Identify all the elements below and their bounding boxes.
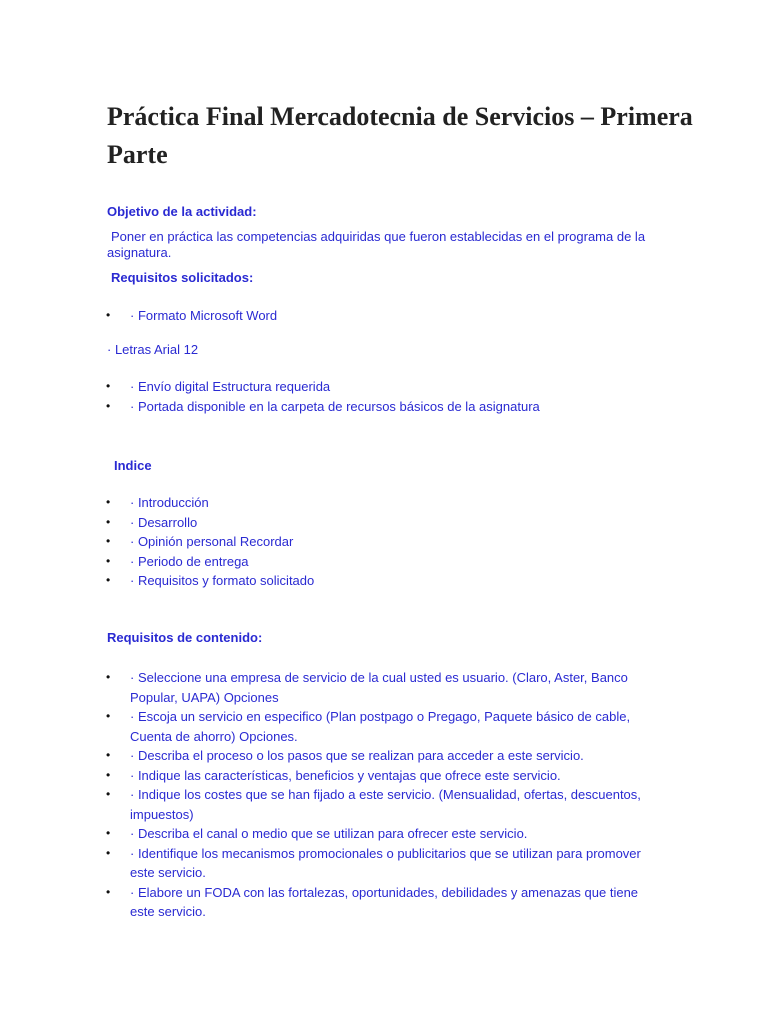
bullet-icon: •	[106, 573, 111, 587]
list-item-text: · Describa el proceso o los pasos que se realizan para acceder a este servicio.	[130, 748, 584, 763]
list-item-text: · Introducción	[130, 495, 209, 510]
list-item	[0, 397, 660, 417]
list-item-text: · Seleccione una empresa de servicio de la cual usted es usuario. (Claro, Aster, Banco Popular, UAPA) Opciones	[130, 670, 628, 705]
bullet-icon: •	[106, 514, 111, 529]
list-item-text: · Formato Microsoft Word	[130, 308, 278, 323]
list-item-text: · Envío digital Estructura requerida	[130, 379, 331, 394]
objetivo-label: Objetivo de la actividad:	[107, 204, 257, 219]
bullet-icon: •	[106, 787, 111, 801]
list-item	[0, 844, 660, 883]
bullet-icon: •	[106, 308, 111, 322]
requisitos-list-1	[0, 306, 768, 326]
bullet-icon: •	[106, 826, 111, 840]
bullet-icon: •	[106, 398, 111, 413]
list-item-text: · Periodo de entrega	[130, 553, 249, 569]
bullet-icon: •	[106, 709, 111, 723]
bullet-icon: •	[106, 845, 111, 860]
objetivo-text: Poner en práctica las competencias adquiridas que fueron establecidas en el programa de la asignatura.	[107, 229, 646, 260]
list-item	[0, 532, 660, 552]
list-item	[0, 513, 660, 533]
list-item	[0, 377, 660, 397]
requisitos-list-2	[0, 377, 768, 416]
list-item	[0, 668, 660, 707]
bullet-icon: •	[106, 553, 111, 568]
list-item-text: · Identifique los mecanismos promocionales o publicitarios que se utilizan para promover este servicio.	[130, 845, 641, 880]
list-item	[0, 571, 660, 591]
list-item-text: · Indique las características, beneficios y ventajas que ofrece este servicio.	[130, 767, 561, 783]
bullet-icon: •	[106, 884, 111, 899]
list-item	[0, 707, 660, 746]
list-item-text: · Requisitos y formato solicitado	[130, 573, 315, 588]
list-item-text: · Desarrollo	[130, 514, 198, 530]
list-item	[0, 824, 660, 844]
list-item	[0, 883, 660, 922]
list-item-text: · Describa el canal o medio que se utilizan para ofrecer este servicio.	[130, 826, 528, 841]
indice-label: Indice	[114, 458, 152, 473]
bullet-icon: •	[106, 534, 111, 548]
contenido-list	[0, 668, 768, 922]
bullet-icon: •	[106, 767, 111, 782]
bullet-icon: •	[106, 495, 111, 509]
list-item	[0, 306, 660, 326]
list-item-text: · Escoja un servicio en especifico (Plan postpago o Pregago, Paquete básico de cable, Cuenta de ahorro) Opciones.	[130, 709, 631, 744]
letras-line: · Letras Arial 12	[107, 342, 199, 357]
bullet-icon: •	[106, 379, 111, 393]
page-title: Práctica Final Mercadotecnia de Servicios – Primera Parte	[107, 102, 693, 169]
indice-list	[0, 493, 768, 591]
list-item-text: · Portada disponible en la carpeta de recursos básicos de la asignatura	[130, 398, 540, 414]
list-item	[0, 746, 660, 766]
list-item	[0, 766, 660, 786]
list-item-text: · Indique los costes que se han fijado a este servicio. (Mensualidad, ofertas, descuentos, impuestos)	[130, 787, 641, 822]
list-item	[0, 785, 660, 824]
contenido-label: Requisitos de contenido:	[107, 630, 263, 645]
bullet-icon: •	[106, 748, 111, 762]
bullet-icon: •	[106, 670, 111, 684]
list-item	[0, 493, 660, 513]
list-item-text: · Opinión personal Recordar	[130, 534, 294, 549]
list-item-text: · Elabore un FODA con las fortalezas, oportunidades, debilidades y amenazas que tiene este servicio.	[130, 884, 639, 919]
list-item	[0, 552, 660, 572]
requisitos-label: Requisitos solicitados:	[111, 270, 254, 285]
